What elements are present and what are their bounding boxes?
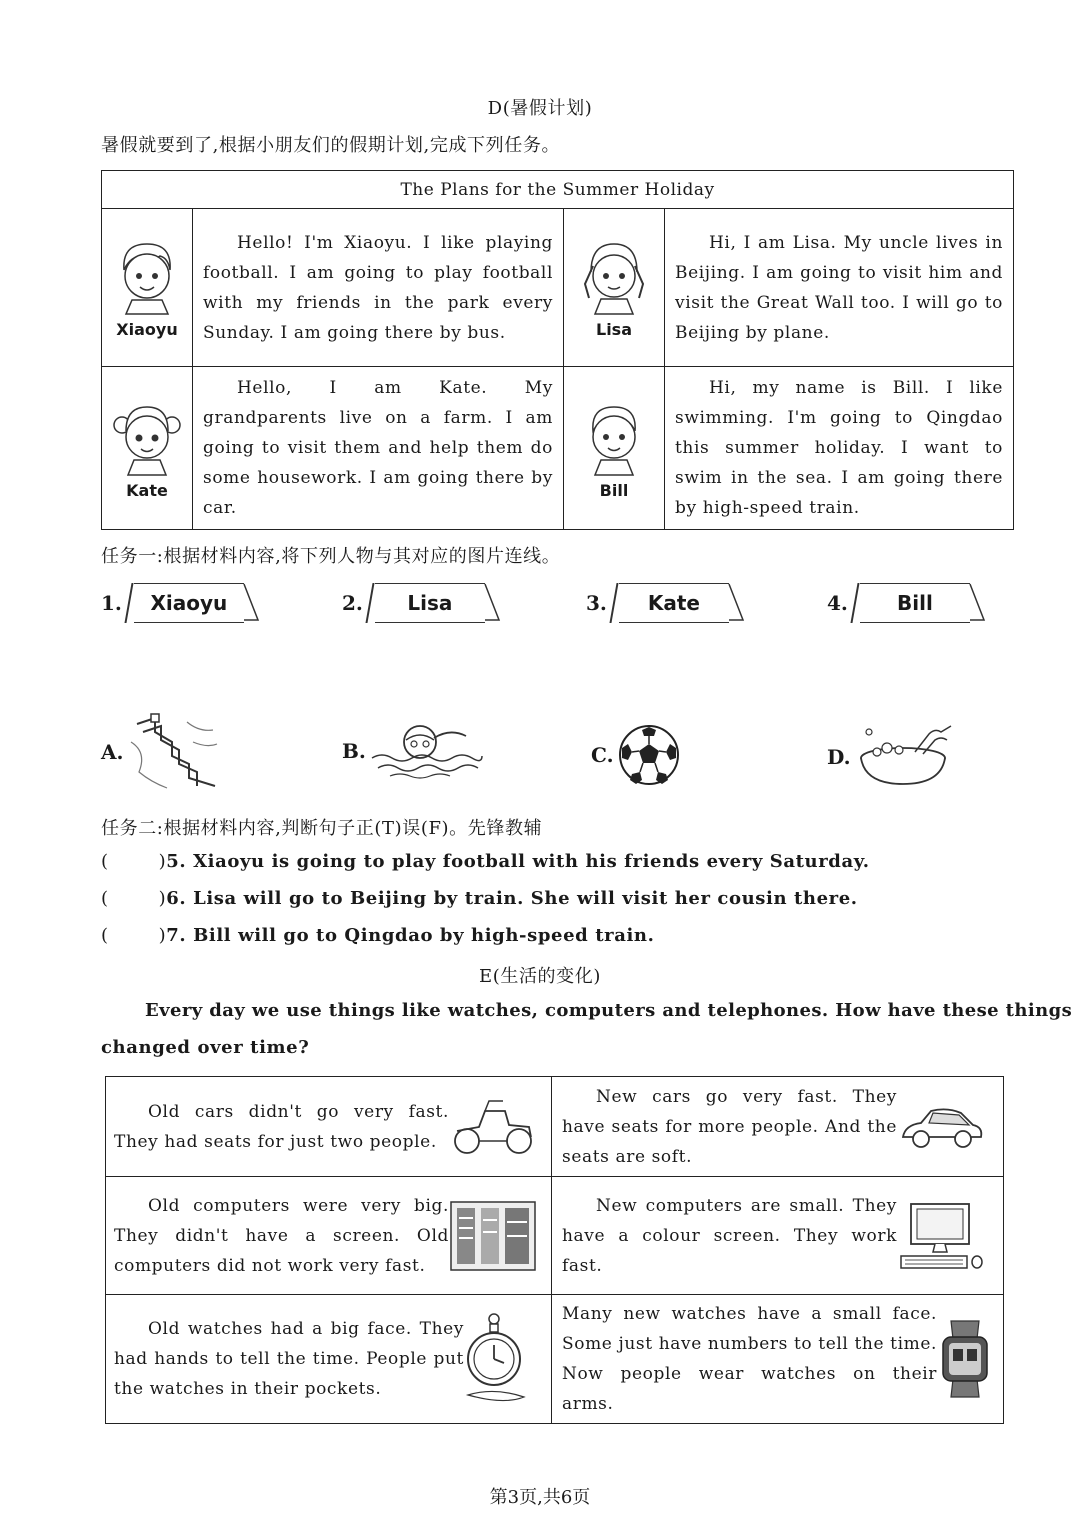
old-watch-cell xyxy=(106,1295,552,1424)
football-icon xyxy=(618,724,680,786)
answer-paren-open[interactable]: ( xyxy=(101,925,109,946)
old-computer-icon xyxy=(449,1198,537,1274)
kid-text: Hello, I am Kate. My grandparents live on a farm. I am going to visit them and help them do some housework. I am going there by car. xyxy=(193,367,564,530)
person-tag-2[interactable] xyxy=(342,583,485,623)
picture-letter: B. xyxy=(342,738,366,763)
boy-face-icon xyxy=(112,236,182,316)
smart-watch-icon xyxy=(937,1319,993,1399)
girl-pigtails-icon xyxy=(112,397,182,477)
kid-cell-lisa xyxy=(564,209,665,367)
section-e-intro-line1: Every day we use things like watches, computers and telephones. How have these things xyxy=(145,1000,1073,1021)
section-e-intro-line2: changed over time? xyxy=(101,1037,310,1058)
person-tag-4[interactable] xyxy=(827,583,970,623)
kid-name: Lisa xyxy=(596,320,632,339)
person-name: Kate xyxy=(647,591,700,615)
tag-flag-icon xyxy=(483,582,501,622)
boy-short-hair-icon xyxy=(579,397,649,477)
tag-flag-icon xyxy=(968,582,986,622)
kid-name: Bill xyxy=(599,480,629,500)
kid-name: Xiaoyu xyxy=(116,320,178,339)
washing-basin-icon xyxy=(855,722,955,792)
answer-paren-close: ) xyxy=(158,888,167,909)
tf-statement: 6. Lisa will go to Beijing by train. She will visit her cousin there. xyxy=(166,888,858,909)
person-number: 1. xyxy=(101,591,122,615)
kid-cell-bill xyxy=(564,367,665,530)
new-computer-cell xyxy=(552,1177,1004,1295)
tf-statement: 7. Bill will go to Qingdao by high-speed train. xyxy=(166,925,655,946)
tf-item-6 xyxy=(101,888,858,909)
old-text: Old watches had a big face. They had hands to tell the time. People put the watches in their pockets. xyxy=(114,1319,464,1399)
new-watch-cell xyxy=(552,1295,1004,1424)
person-name: Bill xyxy=(896,591,933,615)
old-computer-cell xyxy=(106,1177,552,1295)
task1-instruction: 任务一:根据材料内容,将下列人物与其对应的图片连线。 xyxy=(101,546,561,567)
person-tag-3[interactable] xyxy=(586,583,729,623)
tf-item-7 xyxy=(101,925,654,946)
answer-paren-close: ) xyxy=(158,851,167,872)
tf-statement: 5. Xiaoyu is going to play football with his friends every Saturday. xyxy=(166,851,870,872)
kid-cell-xiaoyu xyxy=(102,209,193,367)
changes-table xyxy=(105,1076,1004,1424)
picture-d[interactable] xyxy=(827,722,955,792)
new-car-cell xyxy=(552,1077,1004,1177)
kid-cell-kate xyxy=(102,367,193,530)
person-number: 3. xyxy=(586,591,607,615)
old-text: Old cars didn't go very fast. They had seats for just two people. xyxy=(114,1101,449,1152)
summer-plans-table xyxy=(101,170,1014,530)
new-text: New cars go very fast. They have seats for more people. And the seats are soft. xyxy=(562,1086,897,1167)
desktop-computer-icon xyxy=(897,1200,985,1272)
task2-instruction: 任务二:根据材料内容,判断句子正(T)误(F)。先锋教辅 xyxy=(101,818,543,839)
kid-text: Hi, I am Lisa. My uncle lives in Beijing. I am going to visit him and visit the Great Wall too. I will go to Beijing by plane. xyxy=(665,209,1014,367)
kid-text: Hello! I'm Xiaoyu. I like playing football. I am going to play football with my friends in the park every Sunday. I am going there by bus. xyxy=(193,209,564,367)
old-car-icon xyxy=(449,1097,537,1157)
answer-paren-open[interactable]: ( xyxy=(101,888,109,909)
section-e-title: E(生活的变化) xyxy=(479,966,601,987)
picture-letter: C. xyxy=(591,743,614,767)
answer-paren-open[interactable]: ( xyxy=(101,851,109,872)
pocket-watch-icon xyxy=(464,1313,534,1405)
table-title: The Plans for the Summer Holiday xyxy=(102,171,1014,209)
old-text: Old computers were very big. They didn't have a screen. Old computers did not work very fast. xyxy=(114,1195,449,1276)
kid-name: Kate xyxy=(126,480,168,500)
picture-b[interactable] xyxy=(342,718,485,783)
tf-item-5 xyxy=(101,851,870,872)
new-text: New computers are small. They have a colour screen. They work fast. xyxy=(562,1195,897,1276)
person-name: Lisa xyxy=(407,591,453,615)
tag-flag-icon xyxy=(242,582,260,622)
new-car-icon xyxy=(897,1097,985,1157)
section-d-title: D(暑假计划) xyxy=(487,98,593,119)
kid-text: Hi, my name is Bill. I like swimming. I'm going to Qingdao this summer holiday. I want to swim in the sea. I am going there by high-speed train. xyxy=(665,367,1014,530)
person-tag-1[interactable] xyxy=(101,583,244,623)
new-text: Many new watches have a small face. Some just have numbers to tell the time. Now people wear watches on their arms. xyxy=(562,1304,937,1414)
person-number: 4. xyxy=(827,591,848,615)
section-d-instruction: 暑假就要到了,根据小朋友们的假期计划,完成下列任务。 xyxy=(101,135,561,156)
picture-a[interactable] xyxy=(101,712,222,792)
picture-letter: D. xyxy=(827,745,851,769)
tag-flag-icon xyxy=(727,582,745,622)
person-number: 2. xyxy=(342,591,363,615)
swimmer-icon xyxy=(370,718,485,783)
old-car-cell xyxy=(106,1077,552,1177)
person-name: Xiaoyu xyxy=(150,591,228,615)
picture-letter: A. xyxy=(101,740,124,764)
girl-braids-icon xyxy=(579,236,649,316)
picture-c[interactable] xyxy=(591,724,680,786)
great-wall-icon xyxy=(127,712,222,792)
page-footer: 第3页,共6页 xyxy=(489,1487,591,1508)
answer-paren-close: ) xyxy=(158,925,167,946)
